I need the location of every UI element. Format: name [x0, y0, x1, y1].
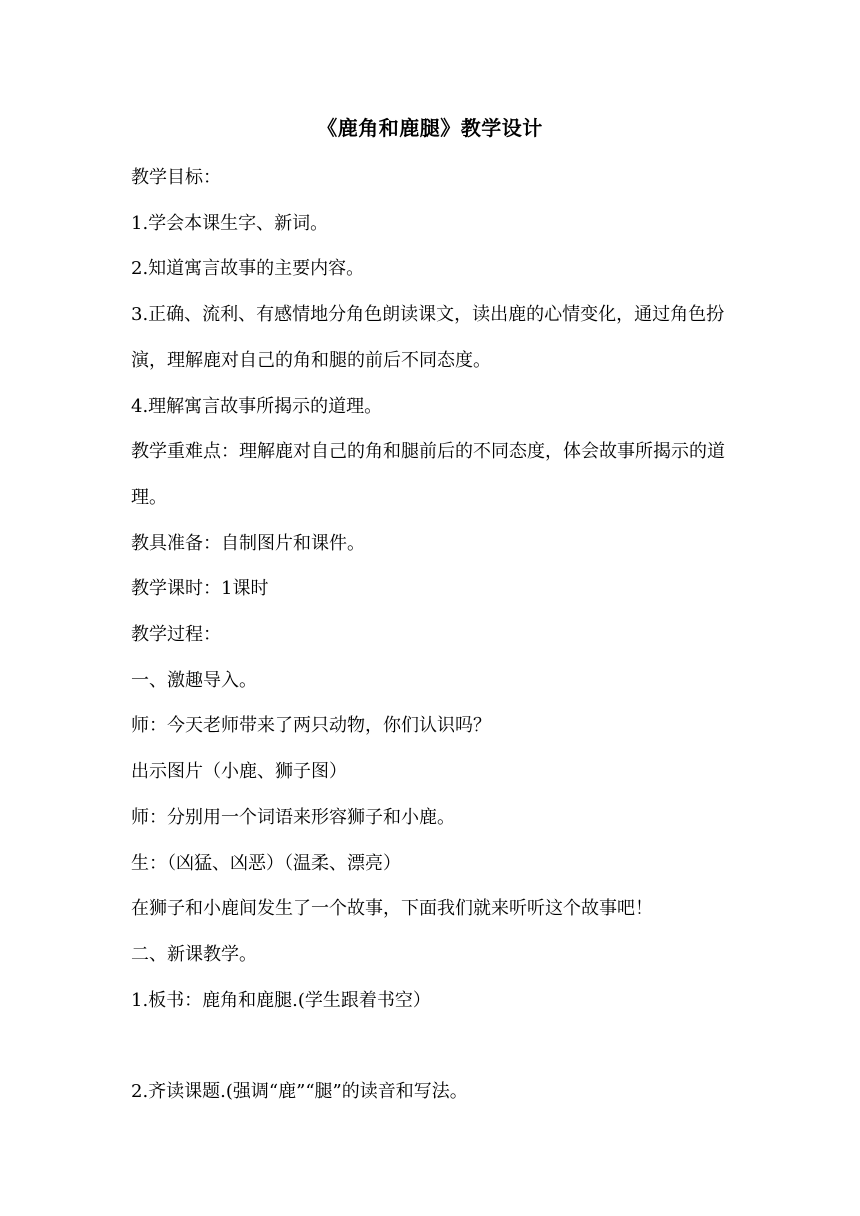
paragraph-show-picture: 出示图片（小鹿、狮子图） — [131, 761, 347, 783]
paragraph-objective-1: 1.学会本课生字、新词。 — [131, 212, 329, 234]
paragraph-objective-2: 2.知道寓言故事的主要内容。 — [131, 258, 365, 280]
document-title: 《鹿角和鹿腿》教学设计 — [317, 116, 543, 140]
document-body — [131, 155, 736, 1115]
paragraph-class-hours: 教学课时：1课时 — [131, 578, 269, 600]
paragraph-step-2: 2.齐读课题.(强调“鹿”“腿”的读音和写法。 — [131, 1081, 468, 1103]
paragraph-story-intro: 在狮子和小鹿间发生了一个故事，下面我们就来听听这个故事吧！ — [131, 898, 653, 920]
paragraph-teacher-line-2: 师：分别用一个词语来形容狮子和小鹿。 — [131, 806, 455, 828]
paragraph-student-line: 生：（凶猛、凶恶）（温柔、漂亮） — [131, 852, 401, 874]
paragraph-section-2-heading: 二、新课教学。 — [131, 943, 257, 965]
paragraph-objectives-heading: 教学目标： — [131, 167, 221, 188]
paragraph-process-heading: 教学过程： — [131, 624, 221, 646]
paragraph-step-1: 1.板书：鹿角和鹿腿.(学生跟着书空） — [131, 989, 431, 1011]
paragraph-objective-4: 4.理解寓言故事所揭示的道理。 — [131, 395, 383, 417]
paragraph-teacher-line-1: 师：今天老师带来了两只动物，你们认识吗？ — [131, 715, 491, 737]
blank-line — [131, 1023, 736, 1069]
paragraph-section-1-heading: 一、激趣导入。 — [131, 669, 257, 691]
paragraph-materials: 教具准备：自制图片和课件。 — [131, 532, 365, 554]
paragraph-objective-3: 3.正确、流利、有感情地分角色朗读课文，读出鹿的心情变化，通过角色扮演，理解鹿对自己的角和腿的前后不同态度。 — [131, 304, 725, 371]
paragraph-key-difficulties: 教学重难点：理解鹿对自己的角和腿前后的不同态度，体会故事所揭示的道理。 — [131, 441, 725, 508]
